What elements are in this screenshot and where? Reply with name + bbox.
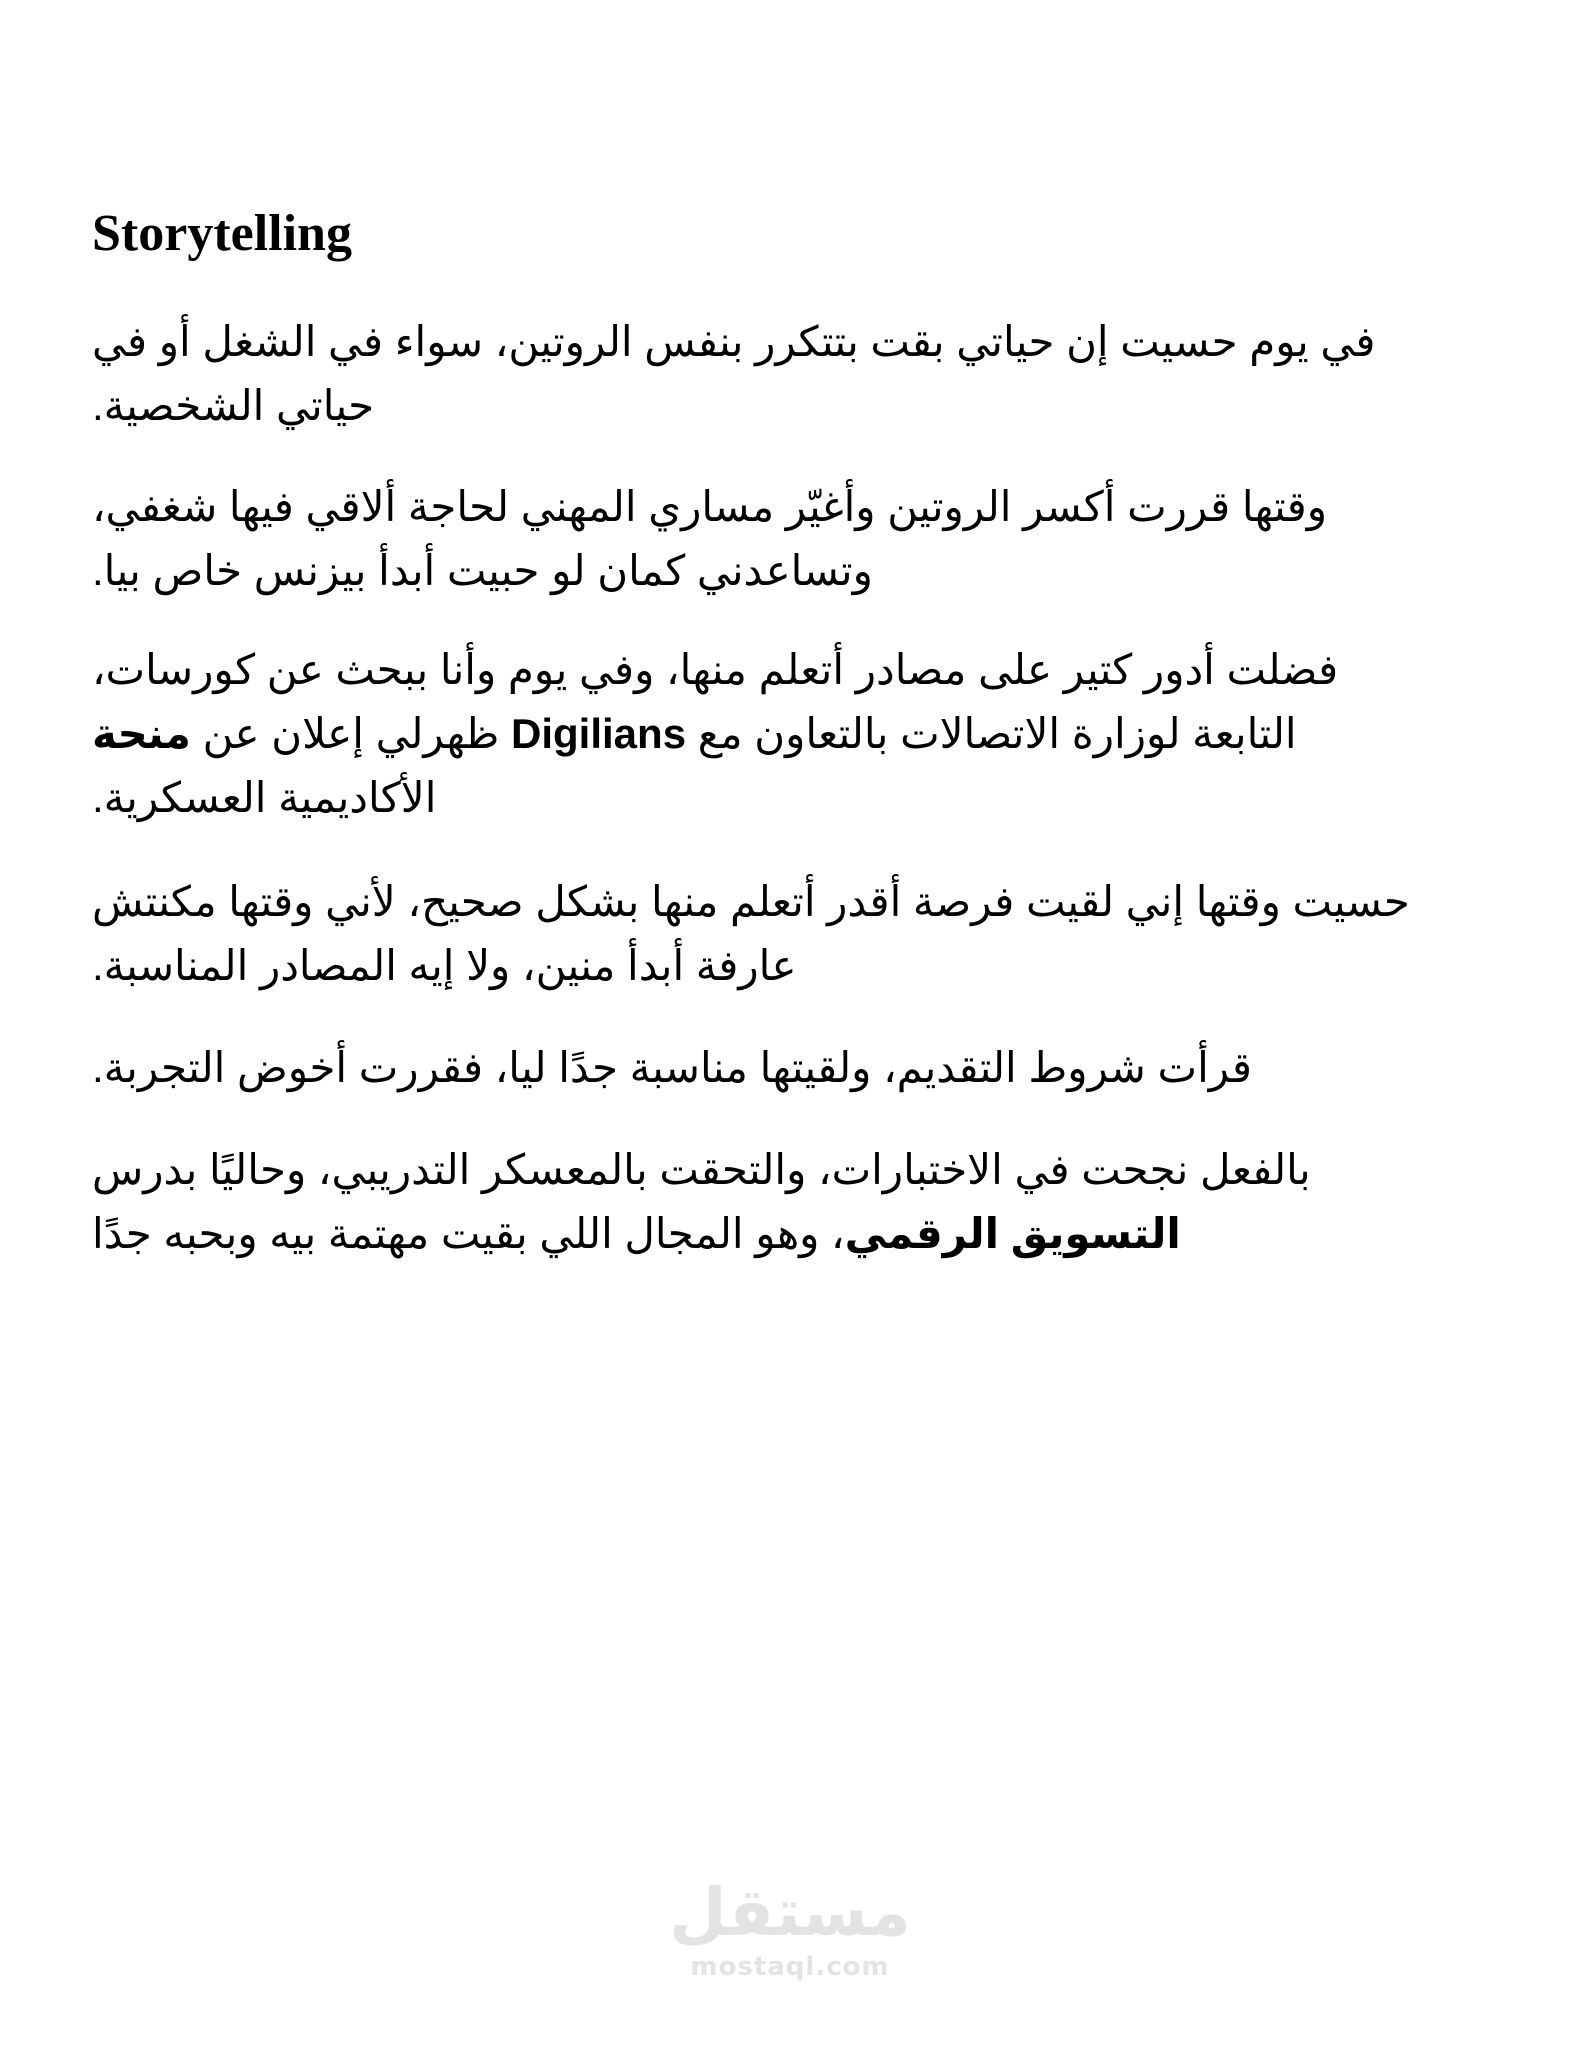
paragraph-1-line-1: في يوم حسيت إن حياتي بقت بتتكرر بنفس الروتين، سواء في الشغل أو في [92, 318, 1376, 365]
paragraph-5-line-1: قرأت شروط التقديم، ولقيتها مناسبة جدًا ليا، فقررت أخوض التجربة. [92, 1044, 1253, 1091]
paragraph-6-line-2-rest: ، وهو المجال اللي بقيت مهتمة بيه وبحبه جدًا [92, 1210, 845, 1257]
paragraph-3-line-3: الأكاديمية العسكرية. [92, 774, 437, 821]
watermark-arabic-logo: مستقل [669, 1874, 911, 1951]
paragraph-2-line-1: وقتها قررت أكسر الروتين وأغيّر مساري المهني لحاجة ألاقي فيها شغفي، [92, 483, 1328, 530]
paragraph-2 [92, 475, 1482, 603]
document-heading: Storytelling [92, 205, 352, 262]
paragraph-3-line-2-start: التابعة لوزارة الاتصالات بالتعاون مع [697, 710, 1297, 757]
bold-word-scholarship: منحة [92, 710, 191, 757]
paragraph-6-line-2 [92, 1202, 1482, 1266]
bold-phrase-digital-marketing: التسويق الرقمي [844, 1210, 1181, 1257]
paragraph-3 [92, 638, 1482, 830]
paragraph-6 [92, 1138, 1482, 1266]
paragraph-4-line-2: عارفة أبدأ منين، ولا إيه المصادر المناسبة. [92, 942, 797, 989]
paragraph-1 [92, 310, 1482, 438]
mostaql-watermark [640, 1874, 940, 1982]
paragraph-5 [92, 1036, 1482, 1100]
watermark-domain: mostaql.com [690, 1952, 890, 1982]
brand-name-digilians: Digilians [511, 710, 687, 757]
paragraph-3-line-2-middle: ظهرلي إعلان عن [202, 710, 500, 757]
paragraph-1-line-2: حياتي الشخصية. [92, 382, 375, 429]
paragraph-3-line-1: فضلت أدور كتير على مصادر أتعلم منها، وفي يوم وأنا ببحث عن كورسات، [92, 646, 1339, 693]
paragraph-3-line-2 [92, 702, 1482, 766]
paragraph-4 [92, 870, 1482, 998]
paragraph-4-line-1: حسيت وقتها إني لقيت فرصة أقدر أتعلم منها بشكل صحيح، لأني وقتها مكنتش [92, 878, 1410, 925]
paragraph-6-line-1: بالفعل نجحت في الاختبارات، والتحقت بالمعسكر التدريبي، وحاليًا بدرس [92, 1146, 1311, 1193]
paragraph-2-line-2: وتساعدني كمان لو حبيت أبدأ بيزنس خاص بيا. [92, 547, 873, 594]
